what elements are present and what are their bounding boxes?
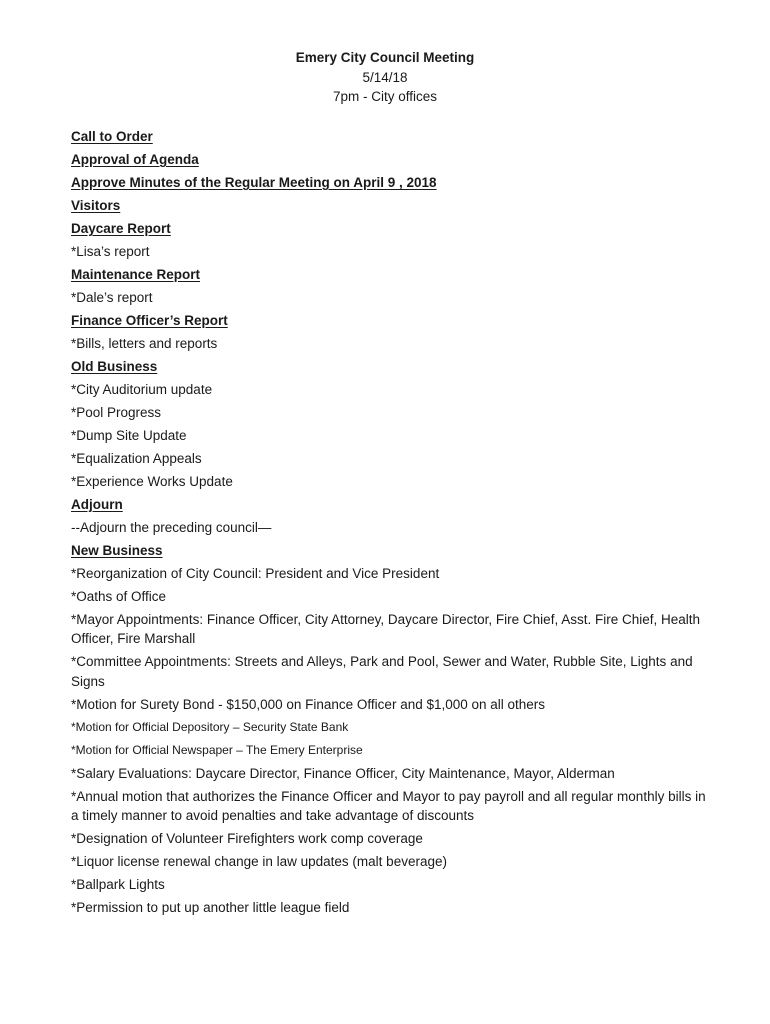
agenda-item: *Annual motion that authorizes the Finance Officer and Mayor to pay payroll and all regular monthly bills in a timely manner to avoid penalties and take advantage of discounts — [71, 788, 706, 824]
agenda-item: *Motion for Official Newspaper – The Emery Enterprise — [71, 742, 363, 757]
agenda-heading: Adjourn — [71, 497, 123, 512]
agenda-item: *Liquor license renewal change in law updates (malt beverage) — [71, 854, 447, 870]
agenda-heading: Daycare Report — [71, 221, 171, 236]
agenda-item: *Lisa’s report — [71, 244, 150, 259]
agenda-item: *Reorganization of City Council: President and Vice President — [71, 566, 440, 581]
document-header — [0, 48, 770, 107]
agenda-item: *Motion for Surety Bond - $150,000 on Finance Officer and $1,000 on all others — [71, 696, 546, 712]
agenda-item: --Adjourn the preceding council— — [71, 520, 272, 535]
agenda-item: *Dale’s report — [71, 290, 153, 305]
agenda-item: *Permission to put up another little league field — [71, 900, 350, 916]
agenda-heading: Old Business — [71, 359, 158, 374]
agenda-item: *Pool Progress — [71, 405, 162, 420]
meeting-date: 5/14/18 — [362, 69, 408, 85]
agenda-heading: Finance Officer’s Report — [71, 313, 228, 328]
agenda-item: *Committee Appointments: Streets and Alleys, Park and Pool, Sewer and Water, Rubble Site, Lights and Signs — [71, 654, 693, 689]
agenda-heading: Approval of Agenda — [71, 152, 199, 167]
agenda-heading: Call to Order — [71, 129, 153, 144]
agenda-list — [71, 127, 711, 921]
agenda-item: *Ballpark Lights — [71, 877, 165, 893]
agenda-item: *Dump Site Update — [71, 428, 187, 443]
agenda-item: *Experience Works Update — [71, 474, 233, 489]
agenda-item: *Oaths of Office — [71, 589, 167, 604]
agenda-item: *Designation of Volunteer Firefighters work comp coverage — [71, 831, 423, 847]
meeting-time-place: 7pm - City offices — [332, 89, 438, 104]
agenda-heading: Maintenance Report — [71, 267, 201, 282]
agenda-heading: New Business — [71, 543, 163, 558]
agenda-item: *City Auditorium update — [71, 382, 213, 397]
agenda-item: *Equalization Appeals — [71, 451, 202, 466]
agenda-item: *Motion for Official Depository – Security State Bank — [71, 719, 349, 734]
agenda-item: *Salary Evaluations: Daycare Director, Finance Officer, City Maintenance, Mayor, Alderman — [71, 765, 615, 781]
agenda-item: *Mayor Appointments: Finance Officer, City Attorney, Daycare Director, Fire Chief, Asst. Fire Chief, Health Officer, Fire Marshall — [71, 612, 700, 647]
agenda-heading: Visitors — [71, 198, 121, 213]
agenda-item: *Bills, letters and reports — [71, 336, 218, 351]
agenda-heading: Approve Minutes of the Regular Meeting on April 9 , 2018 — [71, 175, 437, 190]
meeting-title: Emery City Council Meeting — [295, 50, 475, 65]
